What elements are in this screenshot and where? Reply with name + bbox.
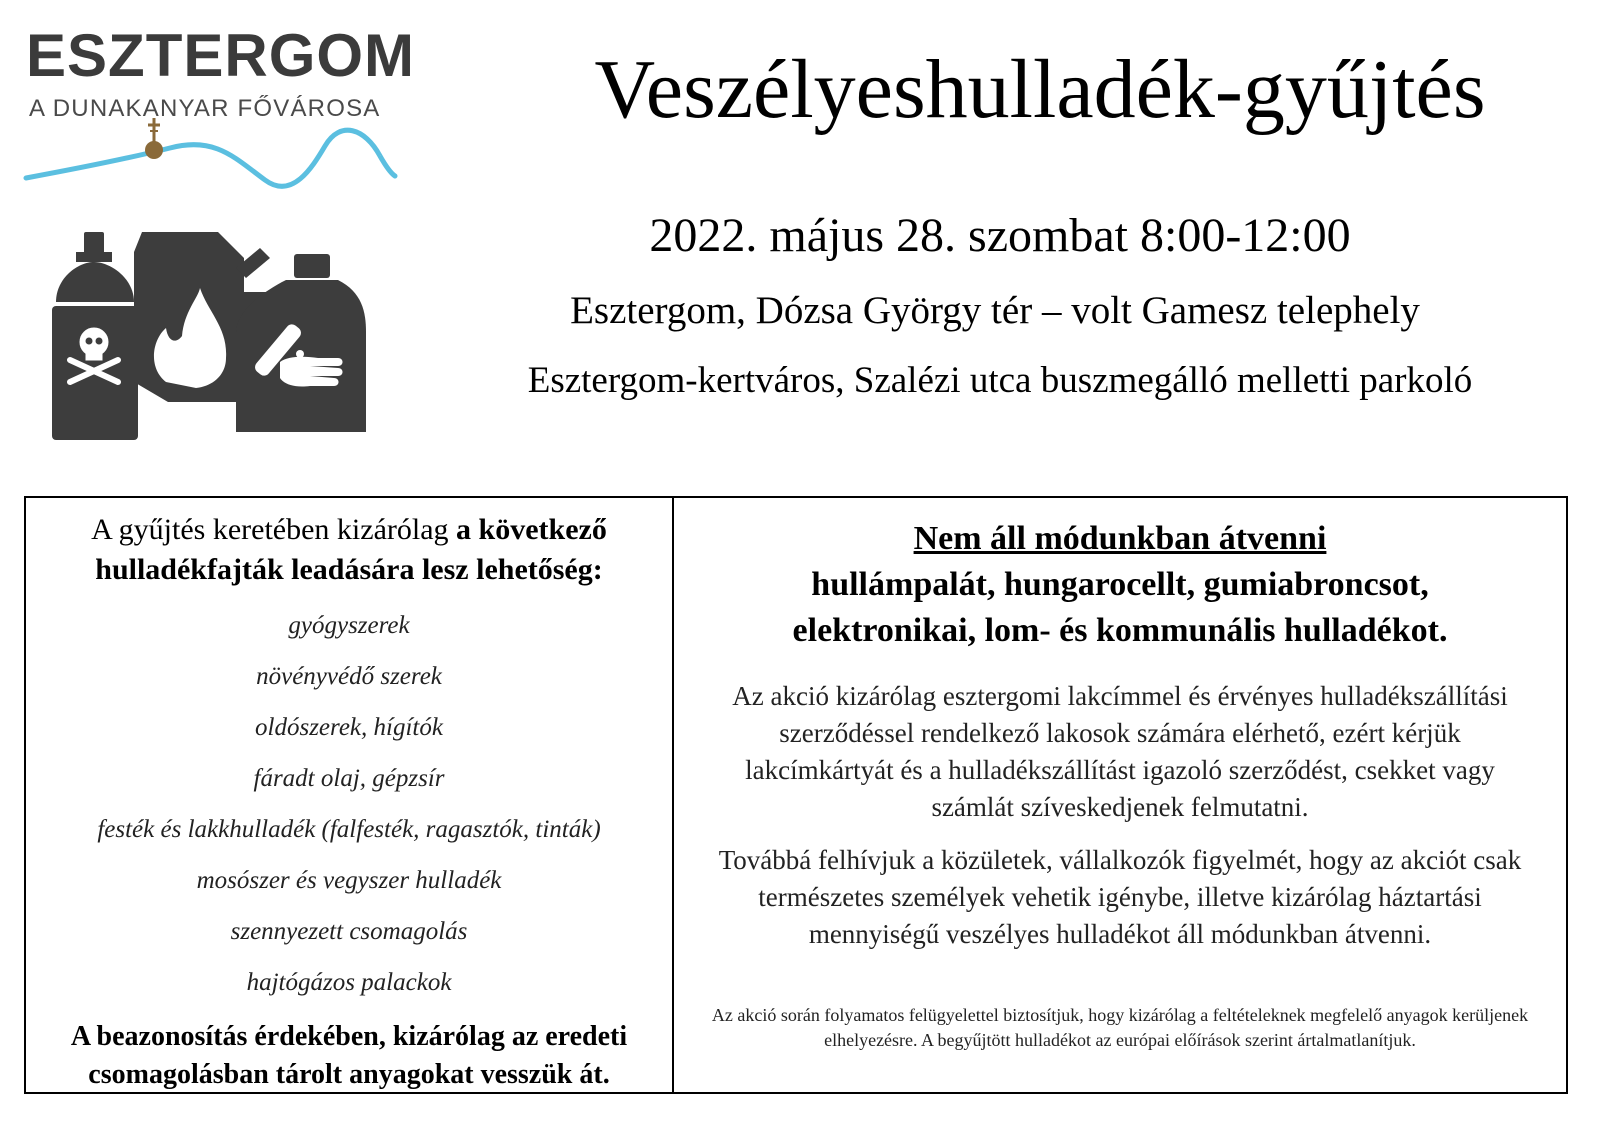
original-packaging-notice: A beazonosítás érdekében, kizárólag az eredeti csomagolásban tárolt anyagokat vesszük át. — [70, 1021, 628, 1090]
location-2: Esztergom-kertváros, Szalézi utca buszmegálló melletti parkoló — [527, 360, 1473, 401]
list-item: növényvédő szerek — [256, 663, 442, 690]
refused-heading: Nem áll módunkban átvenni — [913, 520, 1327, 557]
accepted-intro-plain: A gyűjtés keretében kizárólag — [91, 513, 457, 546]
refused-items-line-1: hullámpalát, hungarocellt, gumiabroncsot, — [811, 566, 1429, 603]
logo-city-name: ESZTERGOM — [26, 22, 416, 89]
river-crown-icon — [20, 18, 410, 198]
list-item: szennyezett csomagolás — [230, 918, 468, 945]
list-item: oldószerek, hígítók — [255, 714, 443, 741]
accepted-intro-bold: a következő hulladékfajták leadására lesz lehetőség: — [95, 513, 607, 586]
supervision-note: Az akció során folyamatos felügyelettel biztosítjuk, hogy kizárólag a feltételeknek megfelelő anyagok kerüljenek elhelyezésre. A begyűjtött hulladékot az európai előírások szerint ártalmatlanítjuk. — [711, 1005, 1529, 1050]
list-item: fáradt olaj, gépzsír — [253, 765, 445, 792]
accepted-waste-column — [26, 498, 674, 1092]
hazardous-containers-icon — [48, 232, 368, 442]
list-item: festék és lakkhulladék (falfesték, ragasztók, tinták) — [97, 816, 601, 843]
event-date: 2022. május 28. szombat 8:00-12:00 — [649, 209, 1351, 262]
business-notice-paragraph: Továbbá felhívjuk a közületek, vállalkozók figyelmét, hogy az akciót csak természetes személyek vehetik igénybe, illetve kizárólag háztartási mennyiségű veszélyes hulladékot áll módunkban átvenni. — [718, 845, 1522, 949]
info-table — [24, 496, 1568, 1094]
location-1: Esztergom, Dózsa György tér – volt Gamesz telephely — [570, 289, 1420, 332]
city-logo — [20, 18, 416, 198]
refused-items-line-2: elektronikai, lom- és kommunális hulladékot. — [792, 612, 1448, 649]
list-item: hajtógázos palackok — [246, 969, 452, 996]
list-item: mosószer és vegyszer hulladék — [196, 867, 502, 894]
page-title: Veszélyeshulladék-gyűjtés — [594, 43, 1486, 136]
logo-tagline: A DUNAKANYAR FŐVÁROSA — [29, 95, 381, 122]
accepted-waste-list — [26, 600, 672, 1008]
eligibility-paragraph: Az akció kizárólag esztergomi lakcímmel és érvényes hulladékszállítási szerződéssel rendelkező lakosok számára elérhető, ezért kérjük lakcímkártyát és a hulladékszállítást igazoló szerződést, csekket vagy számlát szíveskedjenek felmutatni. — [732, 681, 1508, 822]
refused-waste-column — [674, 498, 1566, 1092]
list-item: gyógyszerek — [288, 612, 410, 639]
accepted-intro — [26, 510, 672, 590]
